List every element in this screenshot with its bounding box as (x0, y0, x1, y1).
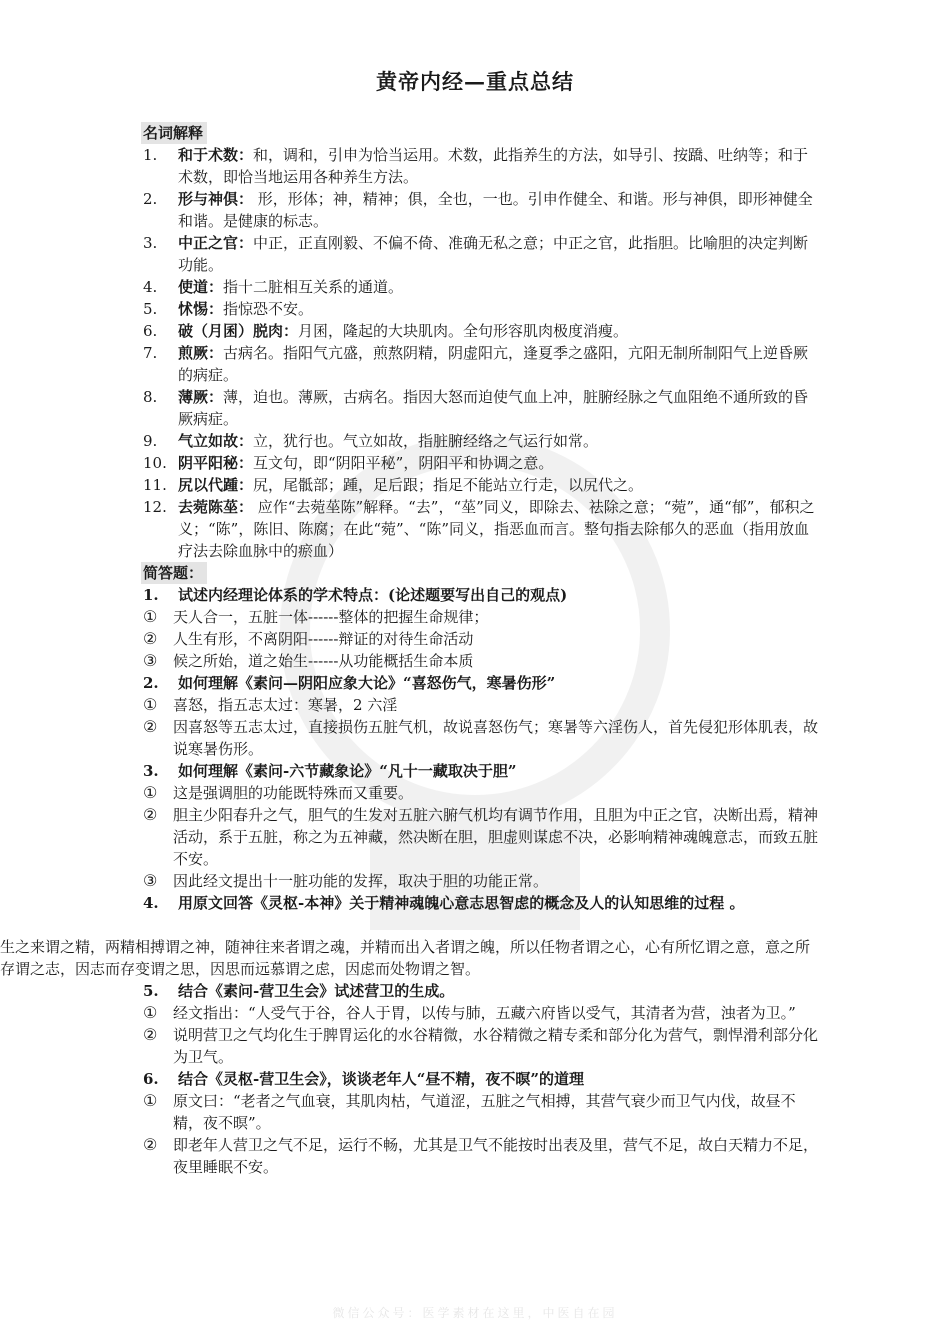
term-number: 3. (143, 234, 158, 252)
term-definition: 指十二脏相互关系的通道。 (223, 278, 404, 296)
term-name: 中正之官： (178, 234, 254, 252)
term-number: 12. (143, 498, 167, 516)
answer-text: 原文曰：“老者之气血衰，其肌肉枯，气道涩，五脏之气相搏，其营气衰少而卫气内伐，故昼不精，夜不暝”。 (173, 1092, 796, 1132)
section-heading-terms: 名词解释 (141, 122, 207, 144)
questions-list-continued (143, 980, 823, 1178)
term-name: 阴平阳秘： (178, 454, 254, 472)
question-item (143, 672, 823, 694)
footer-watermark: 微信公众号：医学素材在这里，中医自在园 (332, 1306, 618, 1320)
term-number: 2. (143, 190, 158, 208)
answer-text: 即老年人营卫之气不足，运行不畅，尤其是卫气不能按时出表及里，营气不足，故白天精力不足，夜里睡眠不安。 (173, 1136, 819, 1176)
term-text (178, 474, 823, 496)
question-item (143, 892, 823, 914)
answer-item (143, 628, 823, 650)
term-text (178, 320, 823, 342)
term-text (178, 342, 823, 386)
answer-marker: ② (143, 629, 158, 648)
term-item (143, 232, 823, 276)
term-text (178, 232, 823, 276)
term-name: 和于术数： (178, 146, 254, 164)
answer-text: 人生有形，不离阴阳------辩证的对待生命活动 (173, 630, 474, 648)
answer-marker: ① (143, 607, 158, 626)
section-heading-questions: 简答题： (141, 562, 207, 584)
question-number: 2. (143, 674, 159, 692)
answer-text: 胆主少阳春升之气，胆气的生发对五脏六腑气机均有调节作用，且胆为中正之官，决断出焉，精神活动，系于五脏，称之为五神藏，然决断在胆，胆虚则谋虑不决，必影响精神魂魄意志，而致五脏不安。 (173, 806, 819, 868)
terms-list (143, 144, 823, 562)
term-number: 11. (143, 476, 167, 494)
answer-item (143, 606, 823, 628)
term-number: 9. (143, 432, 158, 450)
answer-item (143, 1024, 823, 1068)
answer-item (143, 1090, 823, 1134)
q4-answer-paragraph: 生之来谓之精，两精相搏谓之神，随神往来者谓之魂，并精而出入者谓之魄，所以任物者谓之心，心有所忆谓之意，意之所存谓之志，因志而存变谓之思，因思而远慕谓之虑，因虑而处物谓之智。 (0, 938, 811, 978)
term-definition: 互文句，即“阴阳平秘”，阴阳平和协调之意。 (253, 454, 554, 472)
answer-text: 说明营卫之气均化生于脾胃运化的水谷精微，水谷精微之精专柔和部分化为营气，剽悍滑利部分化为卫气。 (173, 1026, 819, 1066)
answer-text: 这是强调胆的功能既特殊而又重要。 (173, 784, 414, 802)
term-item (143, 144, 823, 188)
term-name: 煎厥： (178, 344, 224, 362)
answer-text: 喜怒，指五志太过：寒暑，2 六淫 (173, 696, 398, 714)
term-definition: 薄，迫也。薄厥，古病名。指因大怒而迫使气血上冲，脏腑经脉之气血阻绝不通所致的昏厥病症。 (178, 388, 809, 428)
term-item (143, 320, 823, 342)
term-definition: 和，调和，引申为恰当运用。术数，此指养生的方法，如导引、按蹻、吐纳等；和于术数，即恰当地运用各种养生方法。 (178, 146, 809, 186)
answer-item (143, 1002, 823, 1024)
term-text (178, 276, 823, 298)
question-number: 4. (143, 894, 159, 912)
term-item (143, 188, 823, 232)
answer-marker: ② (143, 717, 158, 736)
answer-text: 经文指出：“人受气于谷，谷人于胃，以传与肺，五藏六府皆以受气，其清者为营，浊者为卫。” (173, 1004, 796, 1022)
answer-item (143, 694, 823, 716)
answer-item (143, 804, 823, 870)
term-name: 尻以代踵： (178, 476, 254, 494)
question-item (143, 980, 823, 1002)
question-title: 如何理解《素问-六节藏象论》“凡十一藏取决于胆” (178, 762, 517, 780)
question-item (143, 1068, 823, 1090)
answer-marker: ① (143, 695, 158, 714)
question-item (143, 584, 823, 606)
term-item (143, 298, 823, 320)
term-name: 形与神俱： (178, 190, 254, 208)
answer-marker: ② (143, 1135, 158, 1154)
term-number: 10. (143, 454, 167, 472)
answer-marker: ① (143, 783, 158, 802)
answer-item (143, 1134, 823, 1178)
answer-item (143, 870, 823, 892)
term-definition: 立，犹行也。气立如故，指脏腑经络之气运行如常。 (253, 432, 599, 450)
answer-marker: ① (143, 1003, 158, 1022)
answer-text: 候之所始，道之始生------从功能概括生命本质 (173, 652, 474, 670)
term-definition: 应作“去菀莝陈”解释。“去”，“莝”同义，即除去、祛除之意；“菀”，通“郁”，郁积之义；“陈”，陈旧、陈腐；在此“菀”、“陈”同义，指恶血而言。整句指去除郁久的恶血（指用放血疗法去除血脉中的瘀血） (178, 498, 815, 560)
question-number: 1. (143, 586, 159, 604)
answer-item (143, 716, 823, 760)
term-text (178, 386, 823, 430)
question-item (143, 760, 823, 782)
term-text (178, 496, 823, 562)
answer-marker: ② (143, 805, 158, 824)
answer-marker: ① (143, 1091, 158, 1110)
answer-marker: ③ (143, 651, 158, 670)
term-definition: 古病名。指阳气亢盛，煎熬阴精，阴虚阳亢，逢夏季之盛阳，亢阳无制所制阳气上逆昏厥的病症。 (178, 344, 809, 384)
answer-text: 天人合一，五脏一体------整体的把握生命规律； (173, 608, 489, 626)
answer-item (143, 650, 823, 672)
term-item (143, 430, 823, 452)
question-number: 3. (143, 762, 159, 780)
answer-item (143, 782, 823, 804)
term-number: 4. (143, 278, 158, 296)
term-name: 破（月囷）脱肉： (178, 322, 299, 340)
term-item (143, 386, 823, 430)
term-number: 1. (143, 146, 158, 164)
question-number: 6. (143, 1070, 159, 1088)
term-number: 5. (143, 300, 158, 318)
page-title: 黄帝内经—重点总结 (376, 69, 574, 94)
answer-text: 因喜怒等五志太过，直接损伤五脏气机，故说喜怒伤气；寒暑等六淫伤人，首先侵犯形体肌表，故说寒暑伤形。 (173, 718, 819, 758)
term-text (178, 298, 823, 320)
term-definition: 指惊恐不安。 (223, 300, 314, 318)
answer-marker: ② (143, 1025, 158, 1044)
term-definition: 尻，尾骶部；踵，足后跟；指足不能站立行走，以尻代之。 (253, 476, 644, 494)
term-item (143, 276, 823, 298)
answer-text: 因此经文提出十一脏功能的发挥，取决于胆的功能正常。 (173, 872, 549, 890)
term-text (178, 188, 823, 232)
question-title: 用原文回答《灵枢-本神》关于精神魂魄心意志思智虑的概念及人的认知思维的过程 。 (178, 894, 745, 912)
question-title: 试述内经理论体系的学术特点：(论述题要写出自己的观点) (178, 586, 568, 604)
term-name: 怵惕： (178, 300, 224, 318)
term-definition: 月囷，隆起的大块肌肉。全句形容肌肉极度消瘦。 (298, 322, 629, 340)
answer-marker: ③ (143, 871, 158, 890)
term-item (143, 452, 823, 474)
term-text (178, 430, 823, 452)
term-number: 7. (143, 344, 158, 362)
term-number: 6. (143, 322, 158, 340)
term-text (178, 144, 823, 188)
term-name: 气立如故： (178, 432, 254, 450)
term-item (143, 496, 823, 562)
document-body (0, 122, 823, 1178)
term-number: 8. (143, 388, 158, 406)
question-title: 结合《素问-营卫生会》试述营卫的生成。 (178, 982, 455, 1000)
term-name: 薄厥： (178, 388, 224, 406)
term-definition: 形，形体；神，精神；俱，全也，一也。引申作健全、和谐。形与神俱，即形神健全和谐。是健康的标志。 (178, 190, 813, 230)
questions-list (143, 584, 823, 914)
term-item (143, 474, 823, 496)
question-title: 结合《灵枢-营卫生会》，谈谈老年人“昼不精，夜不暝”的道理 (178, 1070, 584, 1088)
term-name: 去菀陈莝： (178, 498, 254, 516)
question-title: 如何理解《素问—阴阳应象大论》“喜怒伤气，寒暑伤形” (178, 674, 556, 692)
question-number: 5. (143, 982, 159, 1000)
term-item (143, 342, 823, 386)
term-definition: 中正，正直刚毅、不偏不倚、准确无私之意；中正之官，此指胆。比喻胆的决定判断功能。 (178, 234, 809, 274)
term-text (178, 452, 823, 474)
term-name: 使道： (178, 278, 224, 296)
